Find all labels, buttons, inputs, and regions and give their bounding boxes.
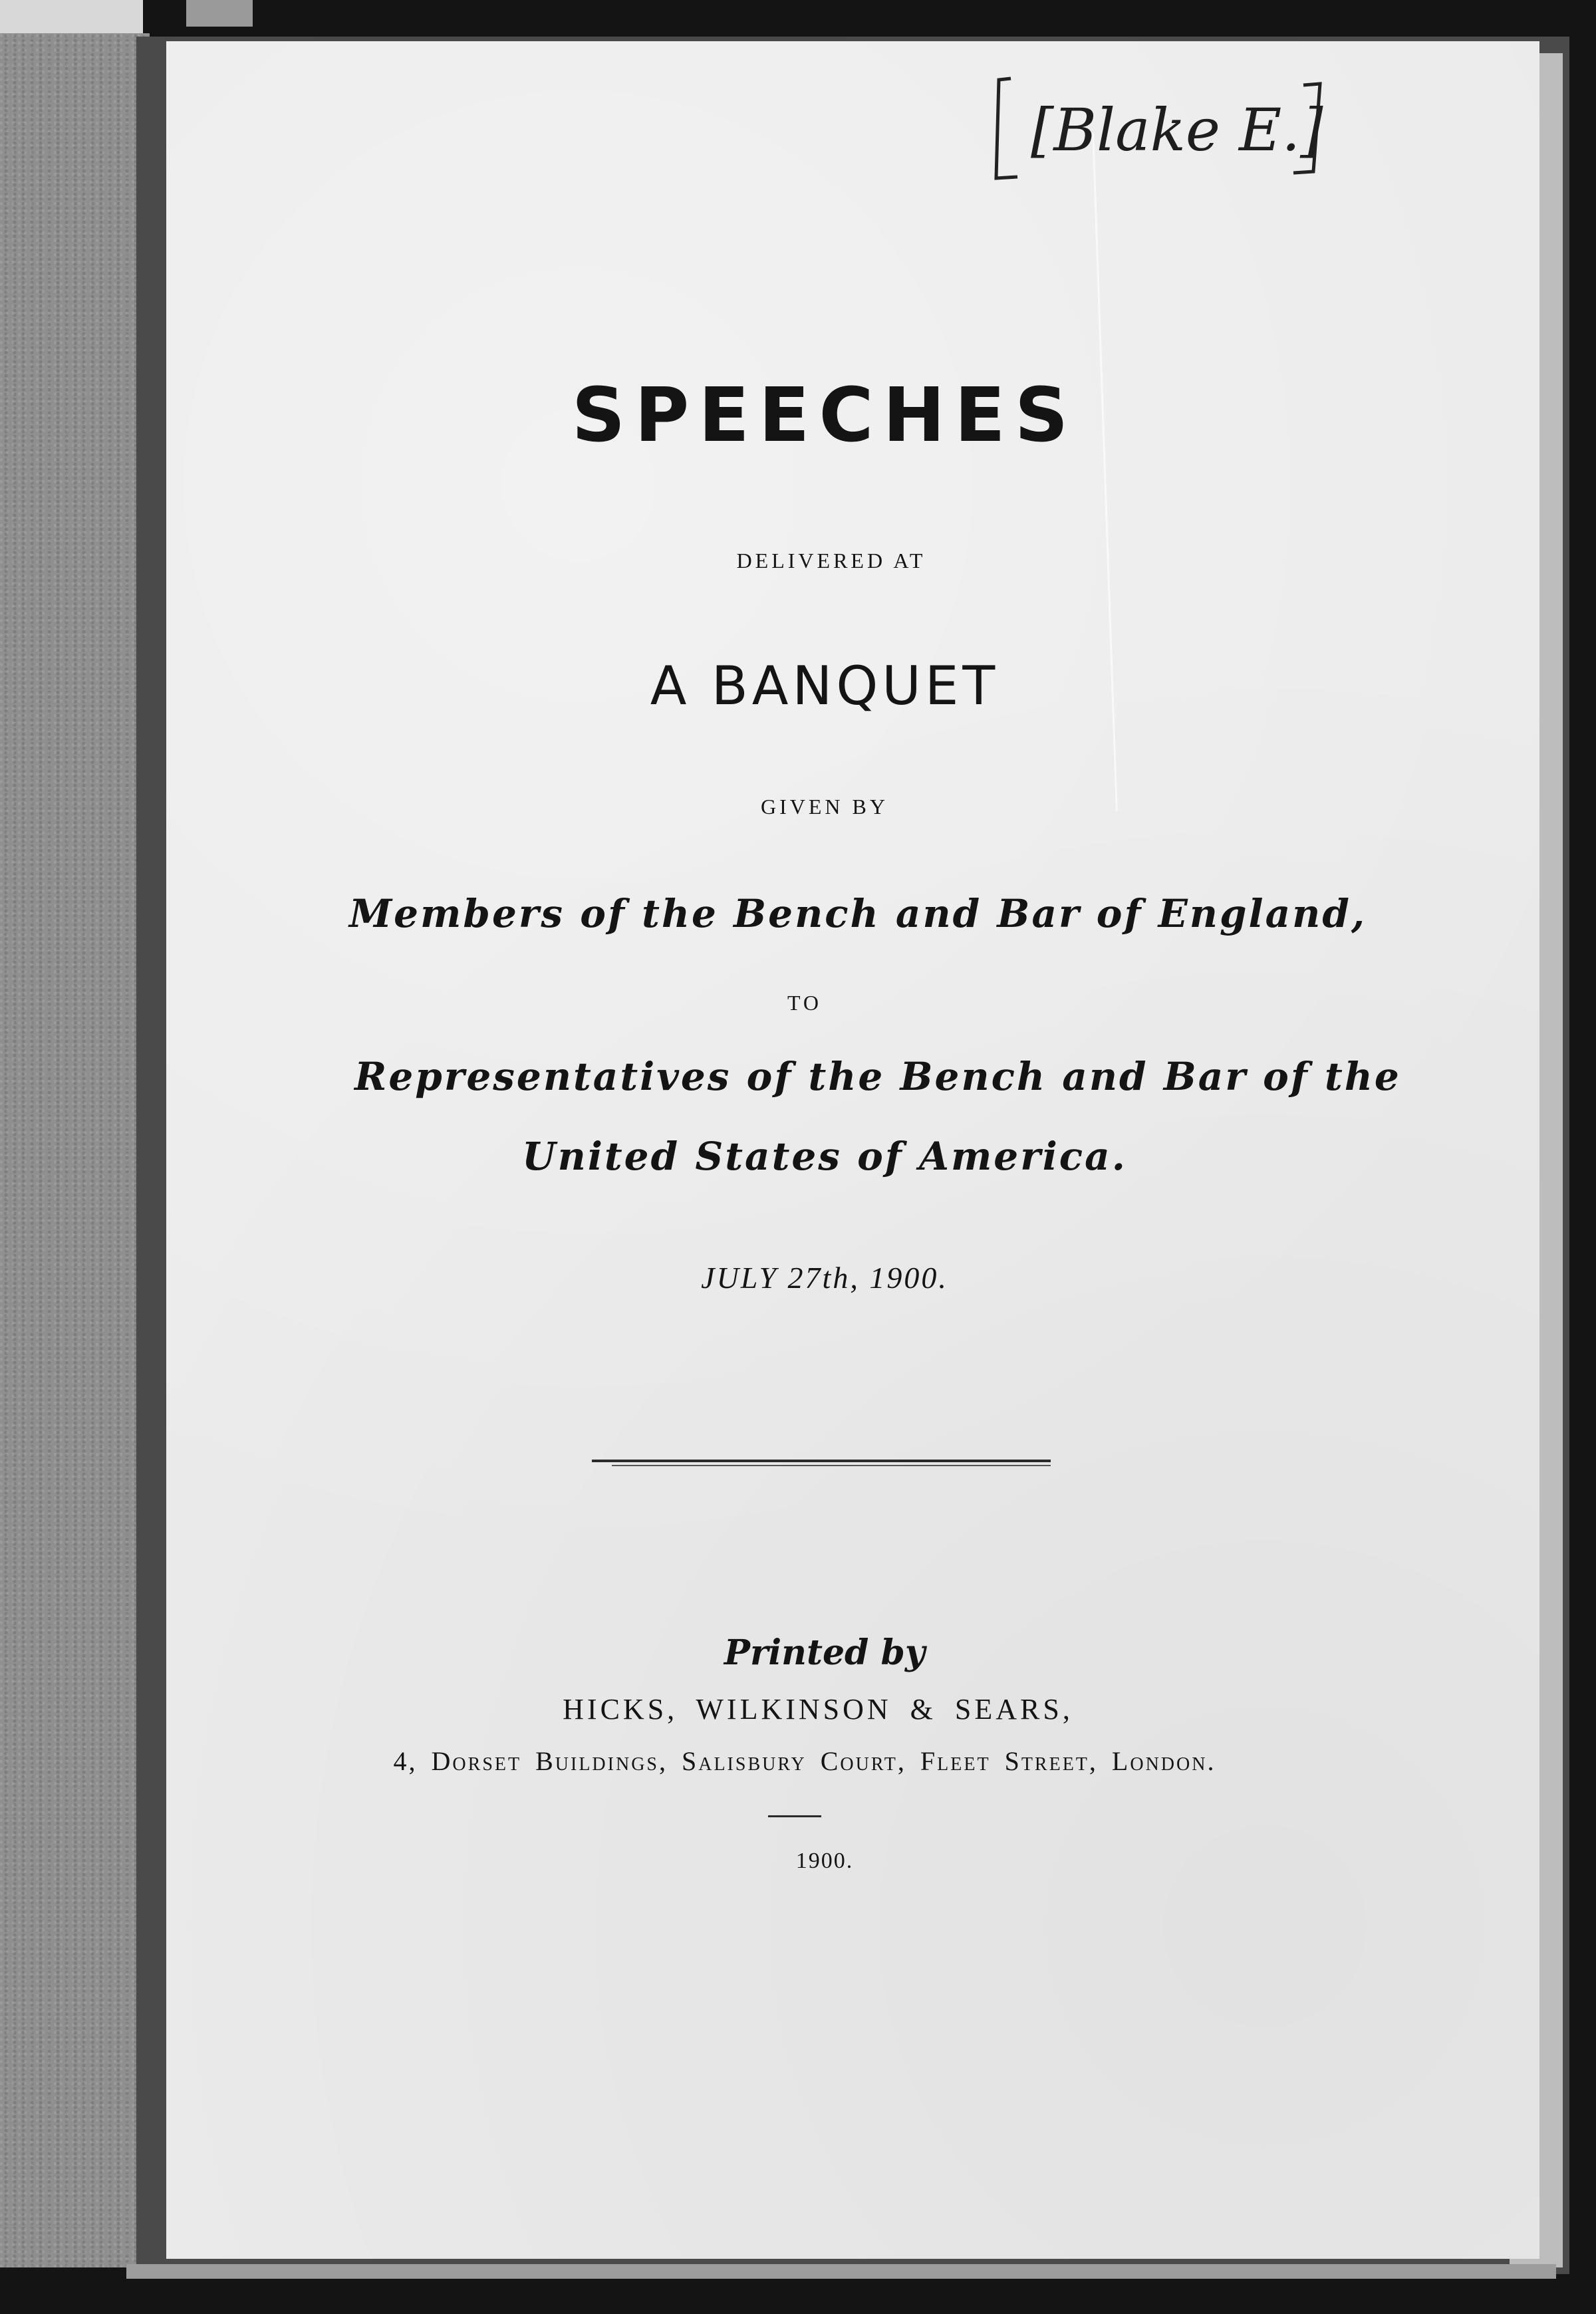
given-by-label: GIVEN BY — [761, 795, 888, 819]
members-line: Members of the Bench and Bar of England, — [348, 891, 1367, 936]
divider-rule — [592, 1460, 1051, 1462]
page-bottom-edge — [126, 2264, 1556, 2279]
printer-address: 4, Dorset Buildings, Salisbury Court, Fleet Street, London. — [393, 1746, 1216, 1776]
publication-year: 1900. — [795, 1849, 854, 1873]
to-label: TO — [787, 991, 823, 1015]
scan-top-strip — [0, 0, 143, 33]
printed-by-label: Printed by — [724, 1632, 926, 1673]
handwritten-note — [991, 72, 1337, 188]
divider-rule-thin — [612, 1465, 1051, 1466]
event-date: JULY 27th, 1900. — [701, 1261, 948, 1295]
delivered-at-label: DELIVERED AT — [736, 549, 926, 573]
handwritten-note-text: [Blake E.] — [1031, 96, 1323, 164]
banquet-heading: A BANQUET — [650, 655, 999, 717]
representatives-line-2: United States of America. — [522, 1134, 1127, 1179]
representatives-line-1: Representatives of the Bench and Bar of the — [354, 1054, 1401, 1099]
page-title: SPEECHES — [571, 372, 1078, 459]
short-rule — [768, 1815, 821, 1817]
scan-top-tab — [186, 0, 253, 27]
printer-name: HICKS, WILKINSON & SEARS, — [563, 1693, 1073, 1726]
